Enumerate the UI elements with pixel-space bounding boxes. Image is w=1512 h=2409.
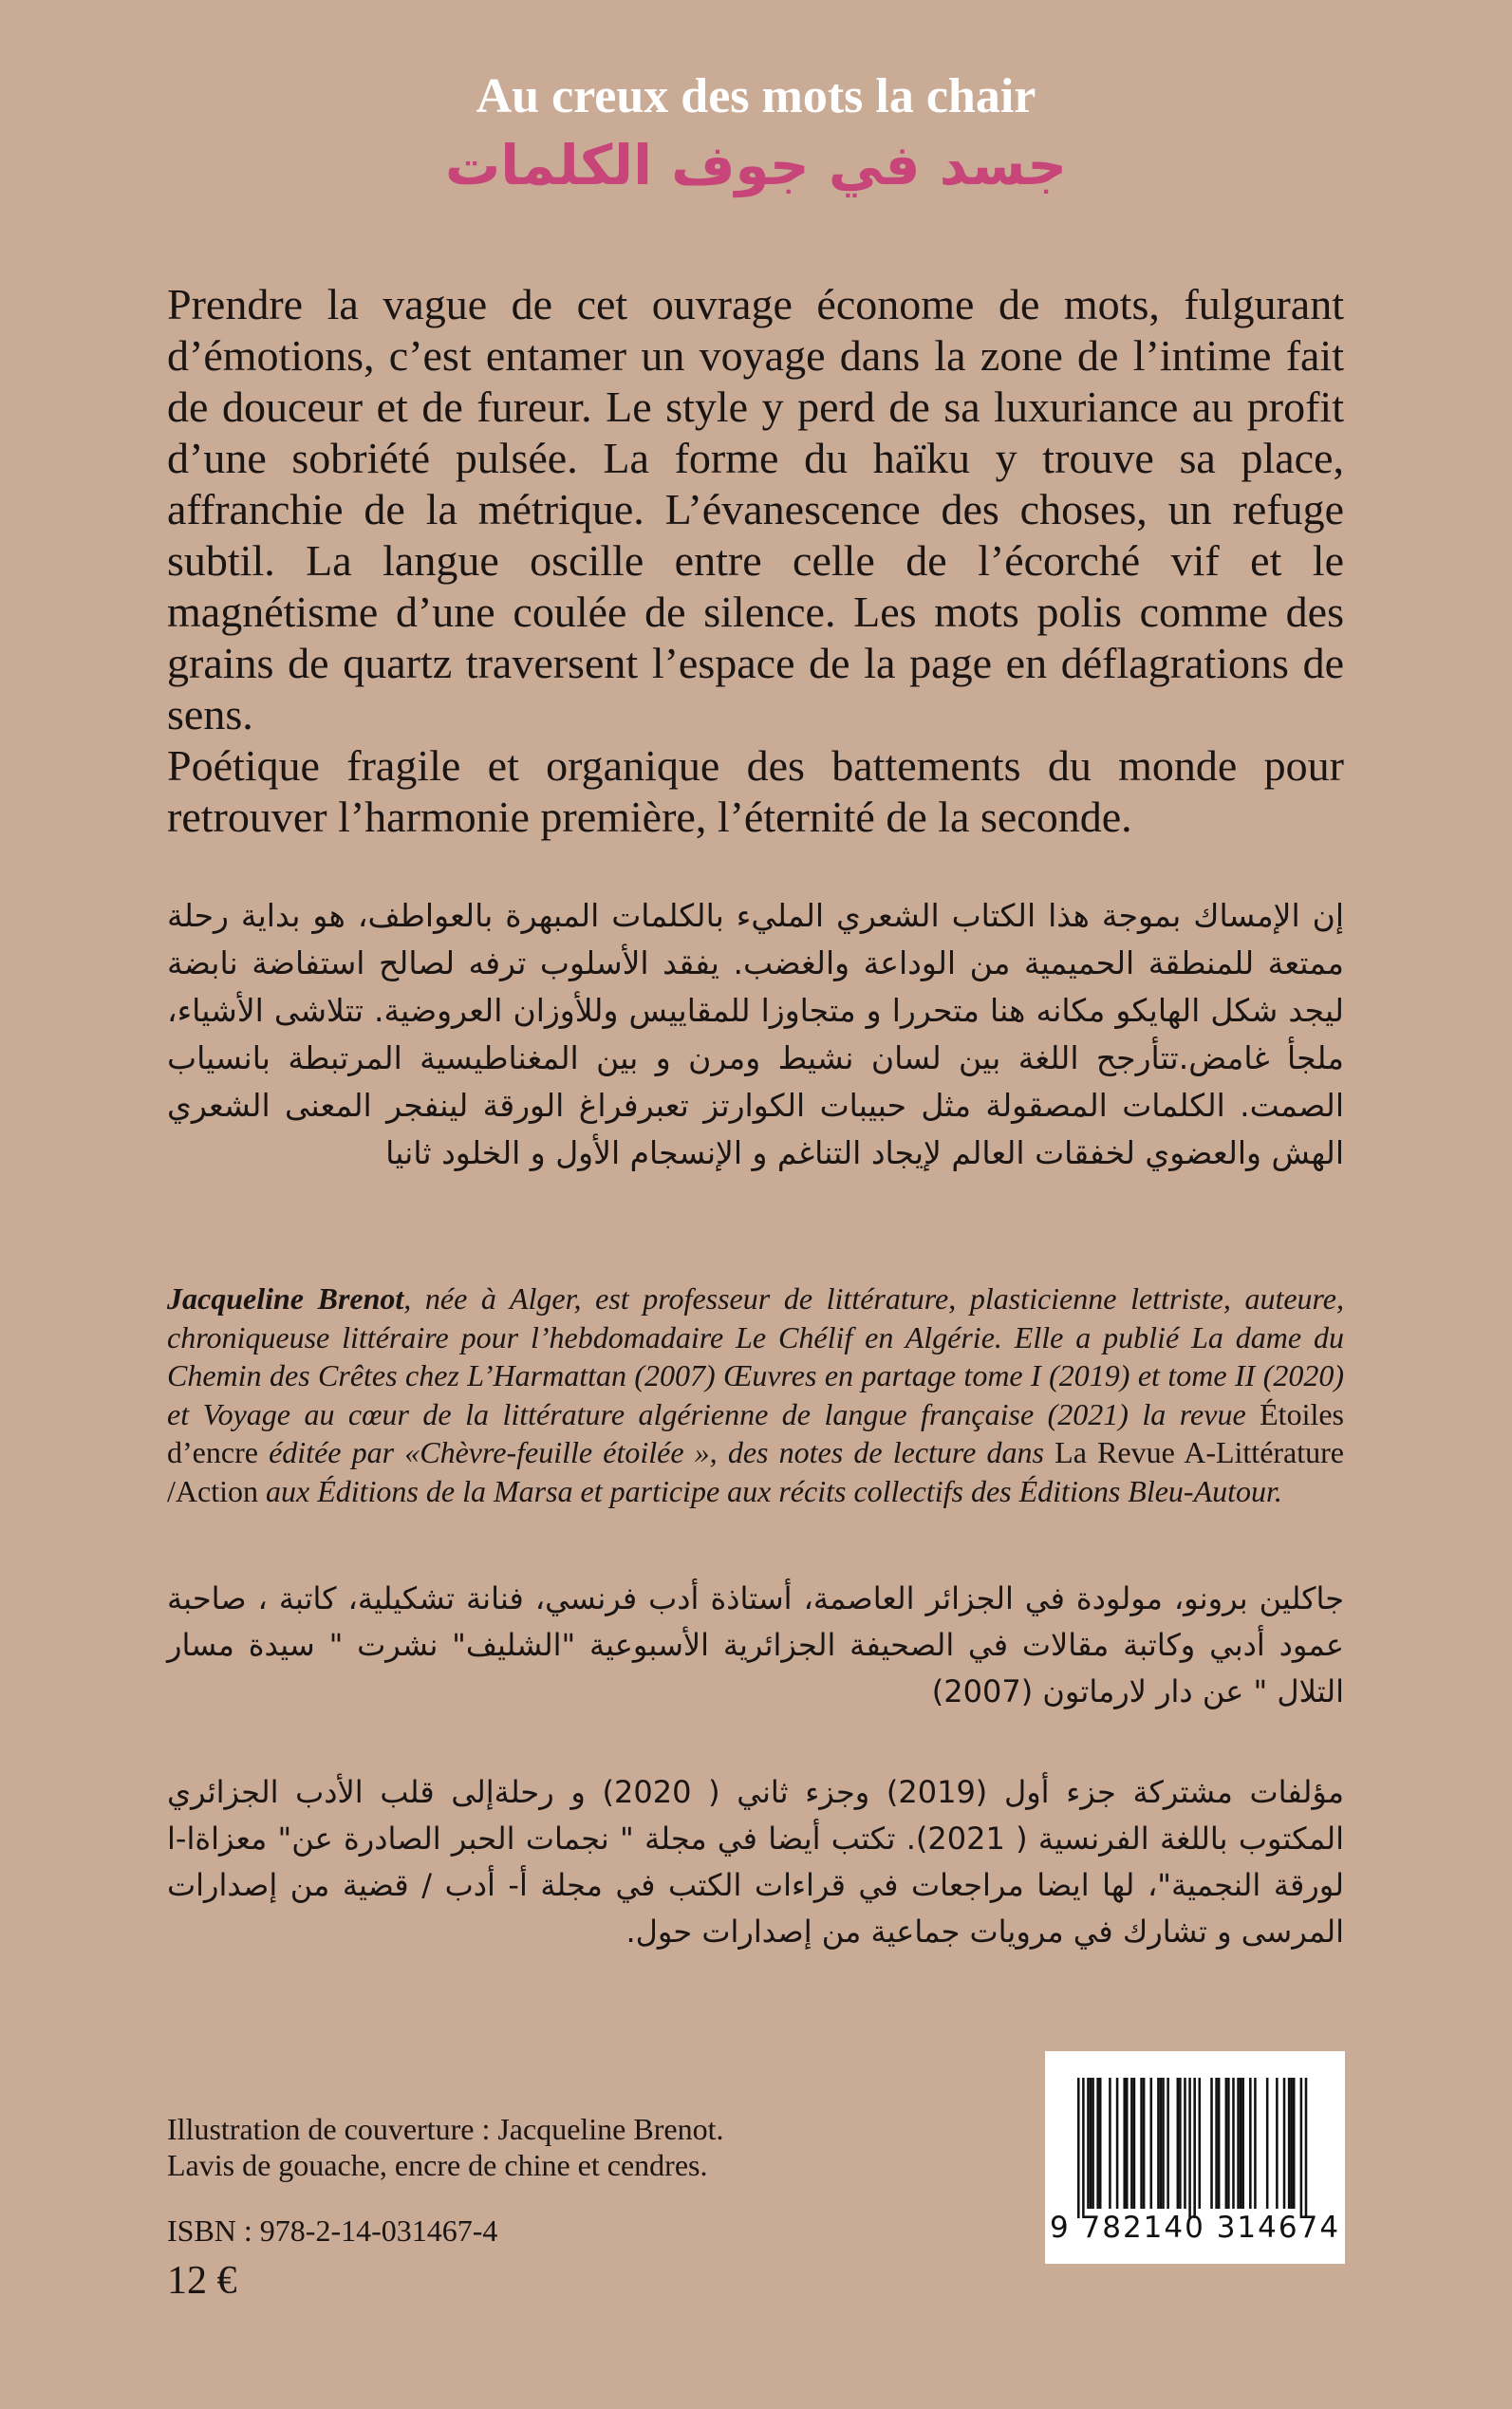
barcode-bar bbox=[1188, 2078, 1191, 2218]
barcode-bar bbox=[1126, 2078, 1129, 2209]
barcode-bar bbox=[1077, 2078, 1080, 2218]
barcode-bar bbox=[1177, 2078, 1180, 2209]
barcode-bar bbox=[1140, 2078, 1143, 2209]
barcode-bar bbox=[1116, 2078, 1119, 2209]
barcode-digits: 9 782140 314674 bbox=[1049, 2211, 1341, 2245]
bio-journal-title: Étoiles d’encre bbox=[167, 1396, 1344, 1469]
barcode-bar bbox=[1167, 2078, 1169, 2209]
bio-review-title: La Revue A-Littérature /Action bbox=[167, 1435, 1345, 1508]
barcode-bar bbox=[1210, 2078, 1213, 2209]
barcode-bar bbox=[1199, 2078, 1202, 2209]
barcode-bar bbox=[1179, 2078, 1182, 2209]
barcode-bar bbox=[1283, 2078, 1286, 2209]
title-arabic: جسد في جوف الكلمات bbox=[444, 133, 1068, 197]
price: 12 € bbox=[167, 2259, 237, 2303]
barcode-bar bbox=[1305, 2078, 1308, 2218]
barcode-bar bbox=[1288, 2078, 1291, 2209]
barcode-bar bbox=[1241, 2078, 1244, 2209]
barcode-bar bbox=[1123, 2078, 1126, 2209]
barcode-bar bbox=[1215, 2078, 1218, 2209]
author-bio-french bbox=[167, 1279, 1344, 1510]
bio-segment-1: , née à Alger, est professeur de littérature, plasticienne lettriste, auteure, chroniqueuse littéraire pour l’hebdomadaire Le Chélif en Algérie. Elle a publié La dame du Chemin des Crêtes chez L’Harmattan (2007) Œuvres en partage tome I (2019) et tome II (2020) et Voyage au cœur de la littérature algérienne de langue française (2021) la revue bbox=[167, 1281, 1345, 1431]
barcode-bar bbox=[1276, 2078, 1279, 2209]
barcode-bar bbox=[1290, 2078, 1293, 2209]
arabic-blurb: إن الإمساك بموجة هذا الكتاب الشعري المليء بالكلمات المبهرة بالعواطف، هو بداية رحلة ممتعة للمنطقة الحميمية من الوداعة والغضب. يفقد الأسلوب ترفه لصالح استفاضة نابضة ليجد شكل الهايكو مكانه هنا متحررا و متجاوزا للمقاييس وللأوزان العروضية. تتلاشى الأشياء، ملجأ غامض.تتأرجح اللغة بين لسان نشيط ومرن و بين المغناطيسية المرتبطة بانسياب الصمت. الكلمات المصقولة مثل حبيبات الكوارتز تعبرفراغ الورقة لينفجر المعنى الشعري الهش والعضوي لخفقات العالم لإيجاد التناغم و الإنسجام الأول و الخلود ثانيا bbox=[167, 897, 1344, 1171]
barcode-bar bbox=[1193, 2078, 1196, 2218]
barcode-bar bbox=[1143, 2078, 1146, 2209]
barcode-bar bbox=[1293, 2078, 1296, 2209]
barcode-bar bbox=[1240, 2078, 1242, 2209]
illustration-credit-line-2: Lavis de gouache, encre de chine et cendres. bbox=[167, 2148, 708, 2182]
barcode-bar bbox=[1096, 2078, 1099, 2209]
barcode bbox=[1045, 2051, 1345, 2264]
barcode-bar bbox=[1254, 2078, 1257, 2209]
barcode-bar bbox=[1082, 2078, 1085, 2218]
barcode-bar bbox=[1225, 2078, 1228, 2209]
author-bio-arabic-paragraph-2: مؤلفات مشتركة جزء أول (2019) وجزء ثاني ( 2020) و رحلةإلى قلب الأدب الجزائري المكتوب باللغة الفرنسية ( 2021). تكتب أيضا في مجلة " نجمات الحبر الصادرة عن" معزاةا-ا لورقة النجمية"، لها ايضا مراجعات في قراءات الكتب في مجلة أ- أدب / قضية من إصدارات المرسى و تشارك في مرويات جماعية من إصدارات حول. bbox=[167, 1774, 1345, 1950]
barcode-bar bbox=[1090, 2078, 1092, 2209]
barcode-bar bbox=[1232, 2078, 1235, 2209]
barcode-bar bbox=[1162, 2078, 1165, 2209]
barcode-bar bbox=[1237, 2078, 1240, 2209]
illustration-credit-line-1: Illustration de couverture : Jacqueline Brenot. bbox=[167, 2112, 724, 2146]
barcode-bar bbox=[1218, 2078, 1221, 2209]
barcode-bar bbox=[1092, 2078, 1094, 2209]
barcode-bar bbox=[1157, 2078, 1160, 2209]
barcode-bar bbox=[1087, 2078, 1090, 2209]
bio-segment-3: aux Éditions de la Marsa et participe aux récits collectifs des Éditions Bleu-Autour. bbox=[257, 1473, 1282, 1508]
barcode-bar bbox=[1227, 2078, 1230, 2209]
barcode-bar bbox=[1249, 2078, 1252, 2209]
barcode-bar bbox=[1099, 2078, 1102, 2209]
barcode-bar bbox=[1266, 2078, 1269, 2209]
author-name: Jacqueline Brenot bbox=[167, 1281, 404, 1316]
barcode-bar bbox=[1184, 2078, 1186, 2209]
french-blurb-paragraph-1: Prendre la vague de cet ouvrage économe de mots, fulgurant d’émotions, c’est entamer un voyage dans la zone de l’intime fait de douceur et de fureur. Le style y perd de sa luxuriance au profit d’une sobriété pulsée. La forme du haïku y trouve sa place, affranchie de la métrique. L’évanescence des choses, un refuge subtil. La langue oscille entre celle de l’écorché vif et le magnétisme d’une coulée de silence. Les mots polis comme des grains de quartz traversent l’espace de la page en déflagrations de sens. bbox=[167, 280, 1344, 738]
barcode-bar bbox=[1130, 2078, 1133, 2209]
french-blurb-paragraph-2: Poétique fragile et organique des battements du monde pour retrouver l’harmonie première, l’éternité de la seconde. bbox=[167, 741, 1344, 841]
barcode-bar bbox=[1150, 2078, 1153, 2209]
barcode-bar bbox=[1133, 2078, 1136, 2209]
title-french: Au creux des mots la chair bbox=[476, 69, 1036, 123]
barcode-bar bbox=[1160, 2078, 1163, 2209]
isbn: ISBN : 978-2-14-031467-4 bbox=[167, 2213, 498, 2248]
barcode-bar bbox=[1300, 2078, 1303, 2218]
author-bio-arabic-paragraph-1: جاكلين برونو، مولودة في الجزائر العاصمة، أستاذة أدب فرنسي، فنانة تشكيلية، كاتبة ، صاحبة عمود أدبي وكاتبة مقالات في الصحيفة الجزائرية الأسبوعية "الشليف" نشرت " سيدة مسار التلال " عن دار لارماتون (2007) bbox=[167, 1580, 1344, 1709]
barcode-bar bbox=[1109, 2078, 1111, 2209]
bio-segment-2: éditée par «Chèvre-feuille étoilée », des notes de lecture dans bbox=[257, 1435, 1055, 1469]
